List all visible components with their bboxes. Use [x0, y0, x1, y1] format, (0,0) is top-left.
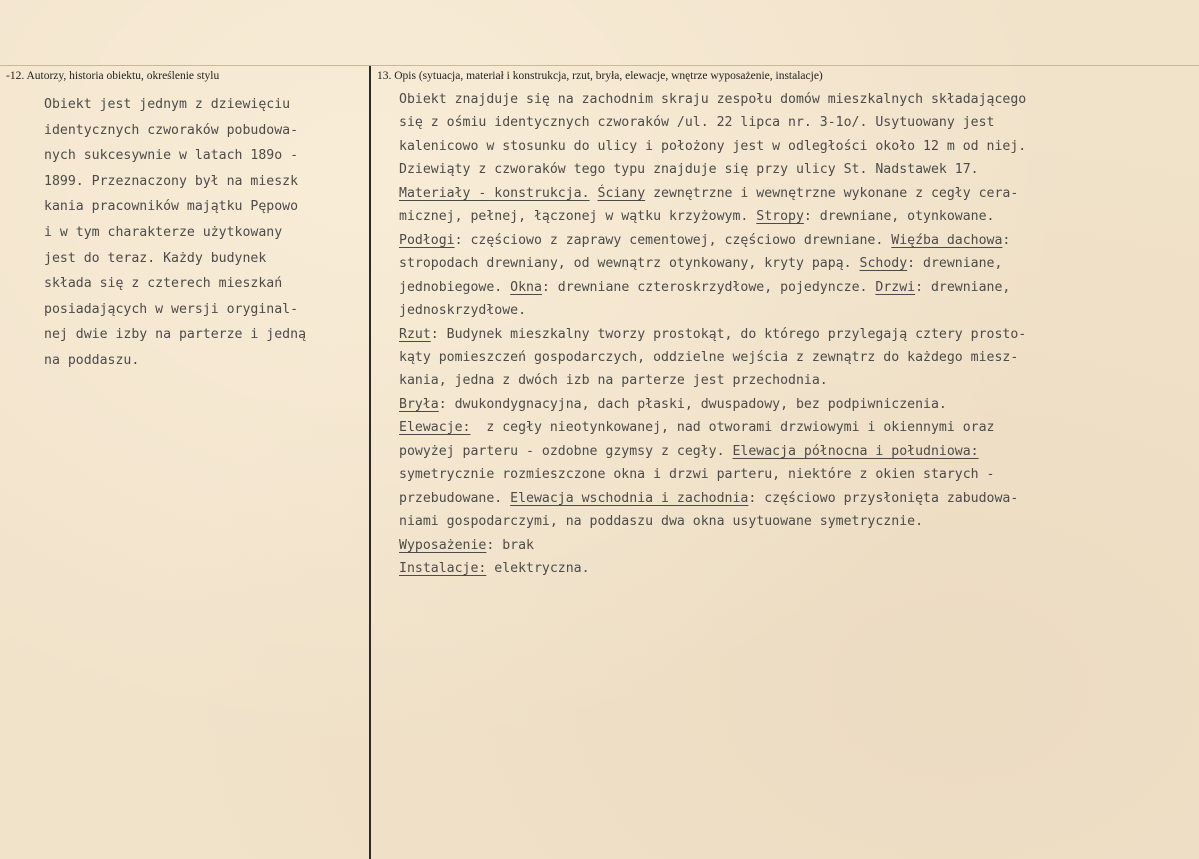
text-fragment: stropodach drewniany, od wewnątrz otynkowany, kryty papą. — [399, 256, 860, 272]
text-line: kalenicowo w stosunku do ulicy i położony jest w odległości około 12 m od niej. — [399, 138, 1027, 154]
text-line — [399, 182, 1194, 205]
text-fragment: zewnętrzne i wewnętrzne wykonane z cegły cera- — [645, 185, 1019, 201]
label-stropy: Stropy — [756, 209, 804, 225]
label-schody: Schody — [859, 256, 908, 272]
text-line: i w tym charakterze użytkowany — [44, 224, 283, 240]
text-fragment: : Budynek mieszkalny tworzy prostokąt, do którego przylegają cztery prosto- — [430, 326, 1027, 342]
text-fragment: elektryczna. — [486, 561, 590, 577]
label-podlogi: Podłogi — [399, 232, 455, 248]
text-line — [399, 557, 1194, 580]
text-line: składa się z czterech mieszkań — [44, 276, 283, 292]
text-line: jednoskrzydłowe. — [399, 303, 527, 319]
text-line — [399, 393, 1194, 416]
text-line: Dziewiąty z czworaków tego typu znajduje się przy ulicy St. Nadstawek 17. — [399, 162, 979, 178]
label-elewacja-wschodnia: Elewacja wschodnia i zachodnia — [510, 490, 749, 506]
text-line: nej dwie izby na parterze i jedną — [44, 327, 307, 343]
label-drzwi: Drzwi — [875, 279, 916, 295]
section-13-heading: 13. Opis (sytuacja, materiał i konstrukcja, rzut, bryła, elewacje, wnętrze wyposażenie, instalacje) — [377, 70, 823, 82]
label-sciany: Ściany — [597, 185, 646, 201]
text-line: posiadających w wersji oryginal- — [44, 301, 299, 317]
text-line: kąty pomieszczeń gospodarczych, oddzielne wejścia z zewnątrz do każdego miesz- — [399, 349, 1019, 365]
section-12-heading: -12. Autorzy, historia obiektu, określenie stylu — [6, 70, 220, 82]
text-fragment: jednobiegowe. — [399, 279, 511, 295]
label-wiezba: Więźba dachowa — [891, 232, 1003, 248]
text-line — [399, 416, 1194, 439]
text-line: na poddaszu. — [44, 352, 140, 368]
text-line: kania pracowników majątku Pępowo — [44, 199, 299, 215]
text-fragment: : dwukondygnacyjna, dach płaski, dwuspadowy, bez podpiwniczenia. — [438, 396, 947, 412]
text-line: niami gospodarczymi, na poddaszu dwa okna usytuowane symetrycznie. — [399, 514, 924, 530]
text-line: Obiekt jest jednym z dziewięciu — [44, 97, 291, 112]
text-line: jest do teraz. Każdy budynek — [44, 250, 267, 266]
text-line — [399, 487, 1194, 510]
text-fragment: micznej, pełnej, łączonej w wątku krzyżowym. — [399, 209, 757, 225]
label-elewacje: Elewacje: — [399, 420, 471, 436]
text-fragment: powyżej parteru - ozdobne gzymsy z cegły. — [399, 443, 733, 459]
label-rzut: Rzut — [399, 326, 431, 342]
text-line: 1899. Przeznaczony był na mieszk — [44, 173, 299, 189]
label-instalacje: Instalacje: — [399, 561, 487, 577]
text-line: kania, jedna z dwóch izb na parterze jest przechodnia. — [399, 373, 828, 389]
label-elewacja-polnocna: Elewacja północna i południowa: — [732, 443, 979, 459]
text-line — [399, 205, 1194, 228]
section-13-body — [399, 88, 1194, 581]
text-line: identycznych czworaków pobudowa- — [44, 122, 299, 138]
column-divider — [369, 66, 371, 859]
label-wyposazenie: Wyposażenie — [399, 537, 487, 553]
text-fragment: : brak — [486, 537, 534, 553]
text-line — [399, 276, 1194, 299]
text-fragment: : drewniane, — [907, 256, 1003, 272]
text-fragment: : drewniane, — [915, 279, 1011, 295]
top-rule — [0, 65, 1199, 66]
text-fragment: z cegły nieotynkowanej, nad otworami drzwiowymi i okiennymi oraz — [470, 420, 995, 436]
text-line — [399, 323, 1194, 346]
label-bryla: Bryła — [399, 396, 439, 412]
text-fragment: : częściowo z zaprawy cementowej, częściowo drewniane. — [454, 232, 892, 248]
text-line — [399, 229, 1194, 252]
label-okna: Okna — [510, 279, 542, 295]
text-line: nych sukcesywnie w latach 189o - — [44, 148, 299, 164]
label-materialy: Materiały - konstrukcja. — [399, 185, 590, 201]
section-12-body — [44, 92, 366, 374]
text-line: się z ośmiu identycznych czworaków /ul. 22 lipca nr. 3-1o/. Usytuowany jest — [399, 115, 995, 131]
text-line — [399, 534, 1194, 557]
text-fragment: : drewniane czteroskrzydłowe, pojedyncze. — [541, 279, 876, 295]
text-line: Obiekt znajduje się na zachodnim skraju zespołu domów mieszkalnych składającego — [399, 92, 1027, 107]
text-fragment: : — [1002, 232, 1011, 248]
text-fragment: przebudowane. — [399, 490, 511, 506]
text-line — [399, 252, 1194, 275]
text-line: symetrycznie rozmieszczone okna i drzwi parteru, niektóre z okien starych - — [399, 467, 995, 483]
text-line — [399, 440, 1194, 463]
text-fragment: : częściowo przysłonięta zabudowa- — [748, 490, 1019, 506]
text-fragment: : drewniane, otynkowane. — [803, 209, 995, 225]
